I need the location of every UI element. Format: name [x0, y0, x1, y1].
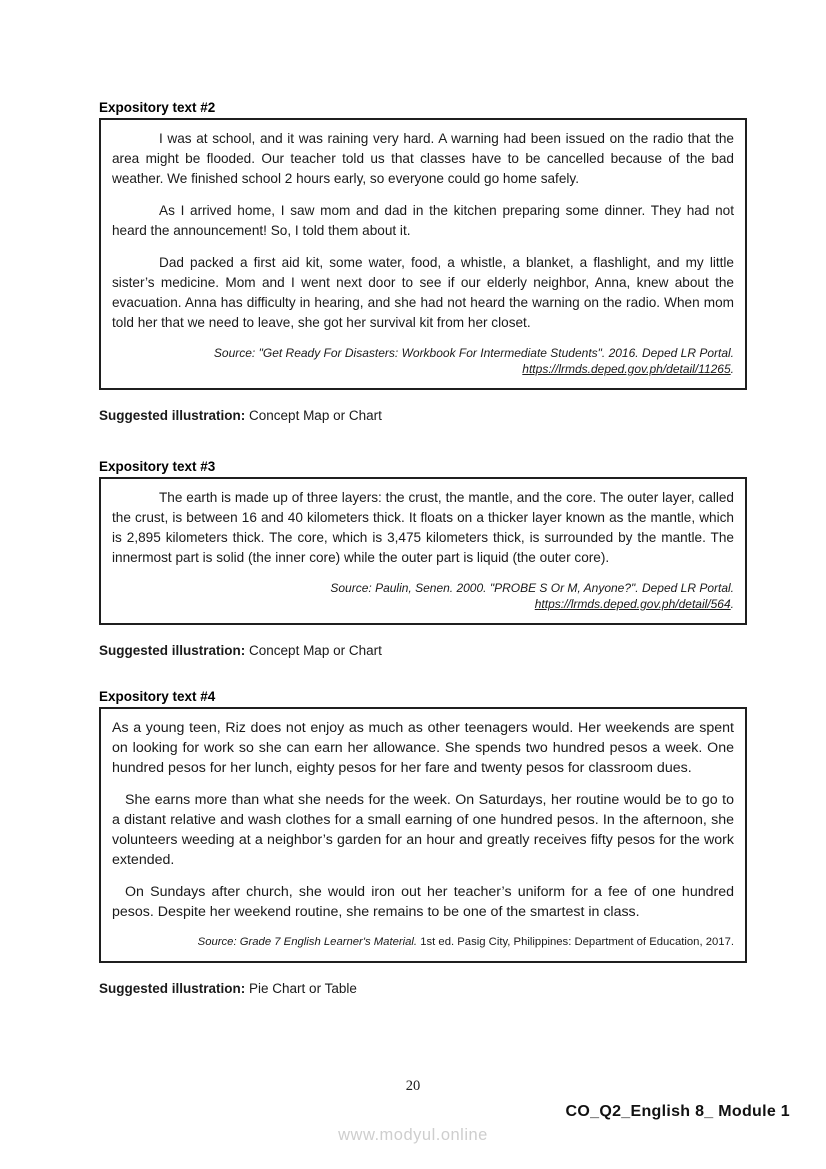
- suggested-illustration-value: Concept Map or Chart: [249, 643, 382, 658]
- section-expository-text-4: [99, 689, 747, 996]
- source-text: Source: "Get Ready For Disasters: Workbook For Intermediate Students". 2016. Deped LR Portal.: [213, 346, 734, 360]
- suggested-illustration-value: Concept Map or Chart: [249, 408, 382, 423]
- source-text: Source: Paulin, Senen. 2000. "PROBE S Or M, Anyone?". Deped LR Portal.: [330, 581, 734, 595]
- section-expository-text-2: [99, 100, 747, 423]
- source-text-regular: 1st ed. Pasig City, Philippines: Department of Education, 2017.: [417, 936, 734, 948]
- suggested-illustration-label: Suggested illustration:: [99, 408, 246, 423]
- source-link[interactable]: https://lrmds.deped.gov.ph/detail/11265: [522, 362, 731, 376]
- module-footer-label: CO_Q2_English 8_ Module 1: [565, 1103, 790, 1120]
- suggested-illustration-value: Pie Chart or Table: [249, 981, 357, 996]
- source-citation: [112, 934, 734, 950]
- suggested-illustration-label: Suggested illustration:: [99, 643, 246, 658]
- paragraph: I was at school, and it was raining very hard. A warning had been issued on the radio that the area might be flooded. Our teacher told us that classes have to be cancelled because of the bad weather. We finished school 2 hours early, so everyone could go home safely.: [112, 131, 734, 186]
- expository-text-box: [99, 707, 747, 963]
- source-link-suffix: .: [730, 362, 734, 376]
- section-expository-text-3: [99, 459, 747, 658]
- section-heading: Expository text #4: [99, 689, 216, 704]
- paragraph: She earns more than what she needs for the week. On Saturdays, her routine would be to go to a distant relative and wash clothes for a small earning of one hundred pesos. In the afternoon, she volunteers weeding at a neighbor’s garden for an hour and greatly receives fifty pesos for the work extended.: [112, 792, 734, 868]
- source-link-suffix: .: [730, 597, 734, 611]
- suggested-illustration-line: [99, 643, 747, 658]
- suggested-illustration-line: [99, 981, 747, 996]
- section-heading: Expository text #2: [99, 100, 216, 115]
- suggested-illustration-line: [99, 408, 747, 423]
- paragraph: Dad packed a first aid kit, some water, food, a whistle, a blanket, a flashlight, and my little sister’s medicine. Mom and I went next door to see if our elderly neighbor, Anna, knew about the evacuation. Anna has difficulty in hearing, and she had not heard the warning on the radio. When mom told her that we need to leave, she got her survival kit from her closet.: [112, 255, 734, 330]
- watermark: www.modyul.online: [338, 1126, 488, 1144]
- source-citation: [112, 345, 734, 377]
- source-text-italic: Source: Grade 7 English Learner's Material.: [197, 936, 418, 948]
- suggested-illustration-label: Suggested illustration:: [99, 981, 246, 996]
- page-number: 20: [405, 1078, 421, 1094]
- expository-text-box: [99, 118, 747, 390]
- paragraph: As I arrived home, I saw mom and dad in the kitchen preparing some dinner. They had not heard the announcement! So, I told them about it.: [112, 203, 734, 238]
- expository-text-box: [99, 477, 747, 625]
- source-citation: [112, 580, 734, 612]
- paragraph: As a young teen, Riz does not enjoy as much as other teenagers would. Her weekends are spent on looking for work so she can earn her allowance. She spends two hundred pesos a week. One hundred pesos for her lunch, eighty pesos for her fare and twenty pesos for classroom dues.: [112, 720, 734, 776]
- section-heading: Expository text #3: [99, 459, 216, 474]
- paragraph: On Sundays after church, she would iron out her teacher’s uniform for a fee of one hundred pesos. Despite her weekend routine, she remains to be one of the smartest in class.: [112, 884, 734, 920]
- paragraph: The earth is made up of three layers: the crust, the mantle, and the core. The outer layer, called the crust, is between 16 and 40 kilometers thick. It floats on a thicker layer known as the mantle, which is 2,895 kilometers thick. The core, which is 3,475 kilometers thick, is surrounded by the mantle. The innermost part is solid (the inner core) while the outer part is liquid (the outer core).: [112, 490, 734, 565]
- source-link[interactable]: https://lrmds.deped.gov.ph/detail/564: [534, 597, 731, 611]
- page-content: [99, 100, 747, 1032]
